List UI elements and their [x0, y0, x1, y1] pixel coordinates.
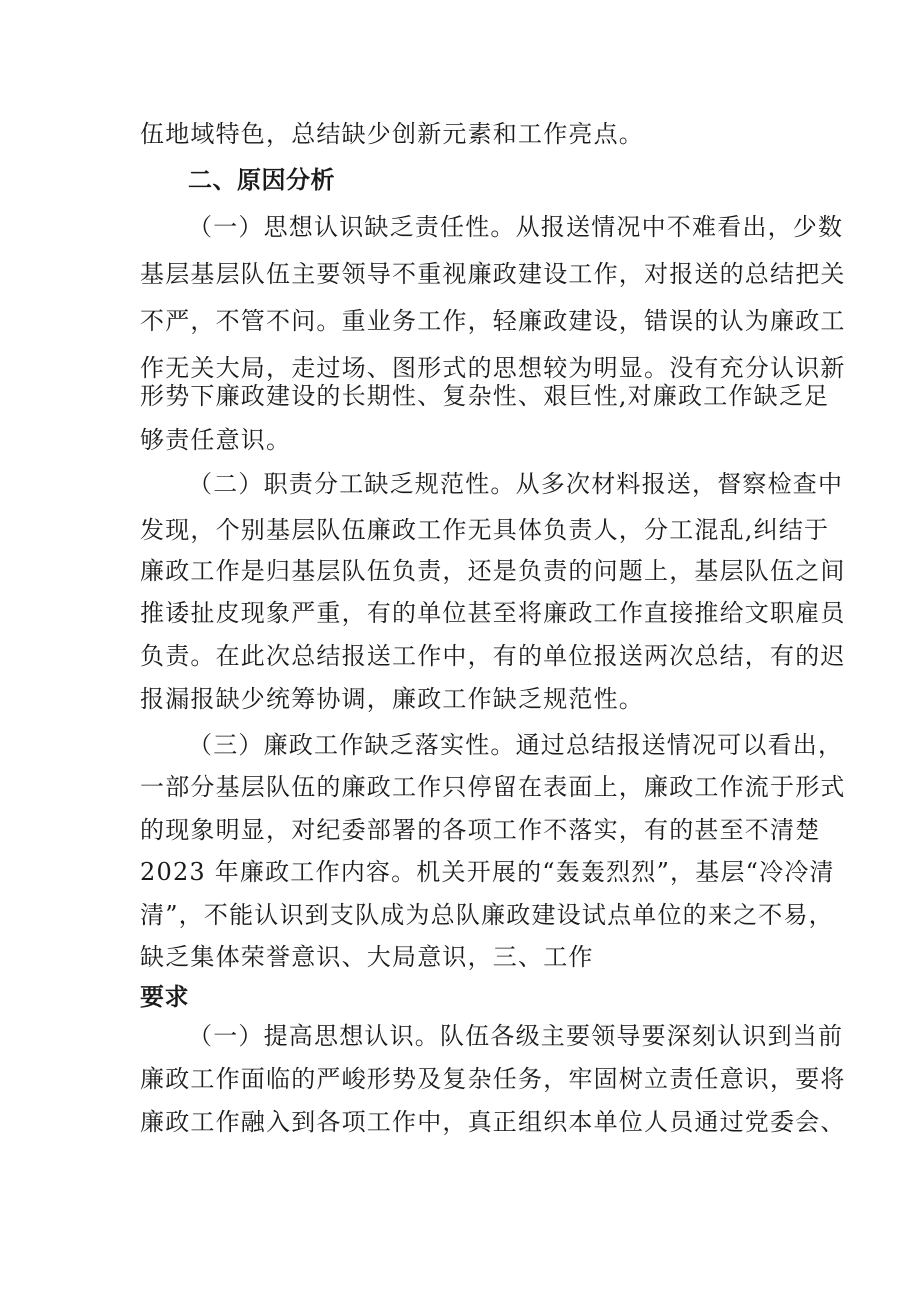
paragraph-4-line: 廉政工作面临的严峻形势及复杂任务，牢固树立责任意识，要将	[140, 1065, 846, 1093]
body-line: 伍地域特色，总结缺少创新元素和工作亮点。	[140, 120, 644, 148]
paragraph-3-line: 清”，不能认识到支队成为总队廉政建设试点单位的来之不易，	[140, 901, 834, 929]
paragraph-2-line: 报漏报缺少统筹协调，廉政工作缺乏规范性。	[140, 685, 644, 713]
paragraph-4-line: （一）提高思想认识。队伍各级主要领导要深刻认识到当前	[188, 1022, 844, 1050]
paragraph-1-line: 作无关大局，走过场、图形式的思想较为明显。没有充分认识新	[140, 354, 846, 382]
paragraph-3-line: （三）廉政工作缺乏落实性。通过总结报送情况可以看出，	[188, 731, 844, 759]
paragraph-2-line: 负责。在此次总结报送工作中，有的单位报送两次总结，有的迟	[140, 642, 846, 670]
paragraph-1-line: 不严，不管不问。重业务工作，轻廉政建设，错误的认为廉政工	[140, 307, 846, 335]
paragraph-2-line: 推诿扯皮现象严重，有的单位甚至将廉政工作直接推给文职雇员	[140, 599, 846, 627]
paragraph-1-line: 基层基层队伍主要领导不重视廉政建设工作，对报送的总结把关	[140, 260, 846, 288]
paragraph-1-line: （一）思想认识缺乏责任性。从报送情况中不难看出，少数	[188, 213, 844, 241]
paragraph-1-line: 形势下廉政建设的长期性、复杂性、艰巨性,对廉政工作缺乏足	[140, 382, 830, 410]
paragraph-1-line: 够责任意识。	[140, 426, 292, 454]
paragraph-3-line: 的现象明显，对纪委部署的各项工作不落实，有的甚至不清楚	[140, 816, 821, 844]
paragraph-2-line: （二）职责分工缺乏规范性。从多次材料报送，督察检查中	[188, 470, 844, 498]
paragraph-3-line: 2023 年廉政工作内容。机关开展的“轰轰烈烈”，基层“冷冷清	[140, 858, 835, 886]
section-heading-requirements: 要求	[140, 983, 189, 1011]
paragraph-4-line: 廉政工作融入到各项工作中，真正组织本单位人员通过党委会、	[140, 1108, 846, 1136]
section-heading-cause-analysis: 二、原因分析	[188, 166, 335, 194]
paragraph-2-line: 发现，个别基层队伍廉政工作无具体负责人，分工混乱,纠结于	[140, 516, 830, 544]
paragraph-2-line: 廉政工作是归基层队伍负责，还是负责的问题上，基层队伍之间	[140, 557, 846, 585]
paragraph-3-line: 缺乏集体荣誉意识、大局意识，三、工作	[140, 943, 594, 971]
paragraph-3-line: 一部分基层队伍的廉政工作只停留在表面上，廉政工作流于形式	[140, 773, 846, 801]
